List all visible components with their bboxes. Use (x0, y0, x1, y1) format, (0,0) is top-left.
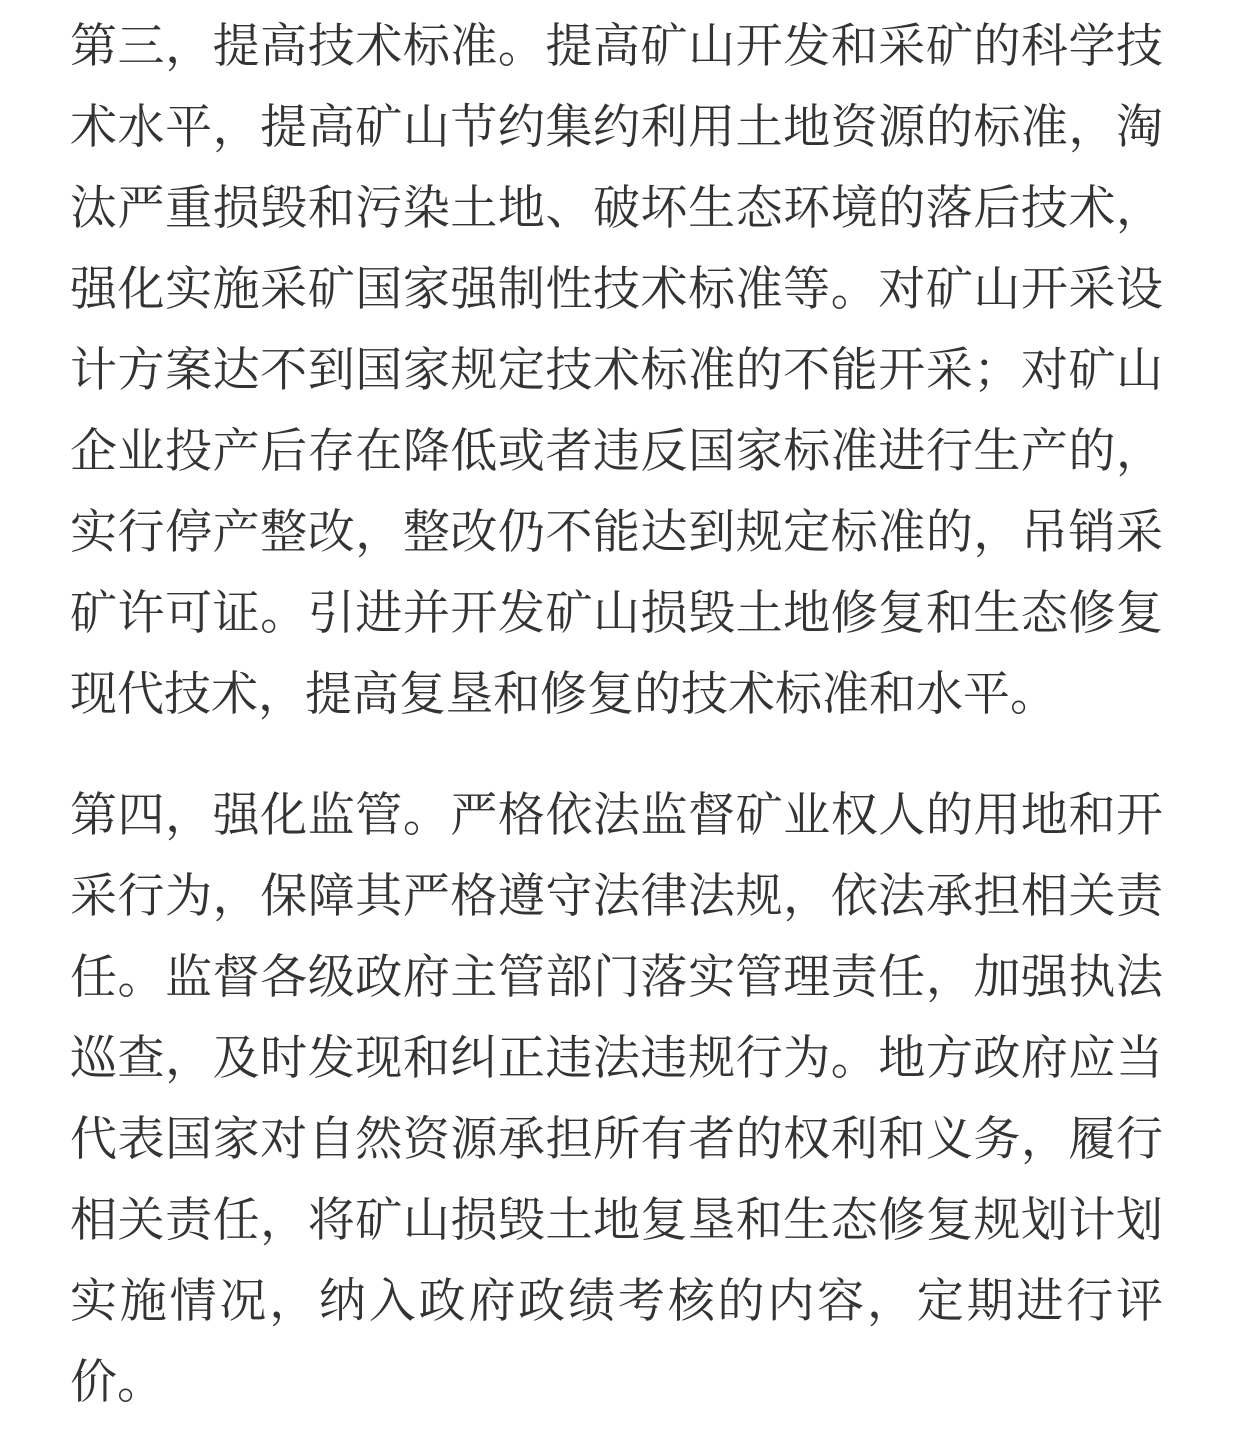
text-line: 实施情况，纳入政府政绩考核的内容，定期进行评 (70, 1274, 1163, 1327)
text-line: 价。 (70, 1355, 164, 1408)
text-line: 相关责任，将矿山损毁土地复垦和生态修复规划计划 (70, 1193, 1163, 1246)
text-line: 矿许可证。引进并开发矿山损毁土地修复和生态修复 (70, 586, 1163, 639)
text-line: 企业投产后存在降低或者违反国家标准进行生产的， (70, 424, 1163, 477)
text-line: 强化实施采矿国家强制性技术标准等。对矿山开采设 (70, 262, 1163, 315)
text-line: 现代技术，提高复垦和修复的技术标准和水平。 (70, 667, 1057, 720)
text-line: 实行停产整改，整改仍不能达到规定标准的，吊销采 (70, 505, 1163, 558)
text-line: 计方案达不到国家规定技术标准的不能开采；对矿山 (70, 343, 1163, 396)
text-line: 巡查，及时发现和纠正违法违规行为。地方政府应当 (70, 1031, 1163, 1084)
text-line: 第四，强化监管。严格依法监督矿业权人的用地和开 (70, 788, 1163, 841)
text-line: 采行为，保障其严格遵守法律法规，依法承担相关责 (70, 869, 1163, 922)
text-line: 汰严重损毁和污染土地、破坏生态环境的落后技术， (70, 181, 1163, 234)
text-line: 术水平，提高矿山节约集约利用土地资源的标准，淘 (70, 100, 1163, 153)
text-line: 任。监督各级政府主管部门落实管理责任，加强执法 (70, 950, 1163, 1003)
text-line: 代表国家对自然资源承担所有者的权利和义务，履行 (70, 1112, 1163, 1165)
paragraph-fourth-strengthen-supervision (70, 774, 1163, 1422)
paragraph-third-technical-standards (70, 5, 1163, 734)
text-line: 第三，提高技术标准。提高矿山开发和采矿的科学技 (70, 19, 1163, 72)
